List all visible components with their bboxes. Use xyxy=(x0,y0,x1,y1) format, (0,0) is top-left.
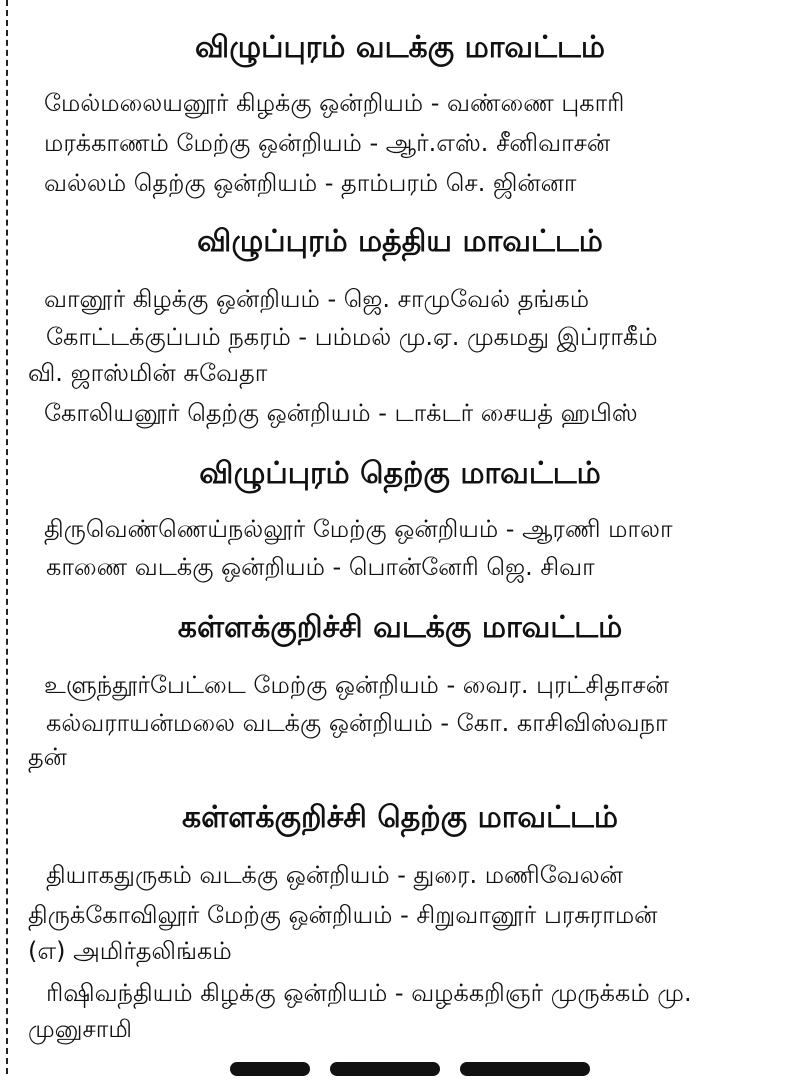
section-heading: கள்ளக்குறிச்சி தெற்கு மாவட்டம் xyxy=(181,800,619,835)
list-item: (எ) அமிர்தலிங்கம் xyxy=(28,937,232,965)
section-heading: கள்ளக்குறிச்சி வடக்கு மாவட்டம் xyxy=(177,610,623,645)
list-item: திருக்கோவிலூர் மேற்கு ஒன்றியம் - சிறுவானூர் பரசுராமன் xyxy=(28,901,658,929)
list-item: மரக்காணம் மேற்கு ஒன்றியம் - ஆர்.எஸ். சீனிவாசன் xyxy=(44,129,611,157)
list-item: கோலியனூர் தெற்கு ஒன்றியம் - டாக்டர் சையத் ஹபிஸ் xyxy=(44,399,638,427)
dashed-border-left xyxy=(6,0,8,1074)
list-item: காணை வடக்கு ஒன்றியம் - பொன்னேரி ஜெ. சிவா xyxy=(46,553,595,581)
section-heading: விழுப்புரம் மத்திய மாவட்டம் xyxy=(197,224,603,259)
list-item: வல்லம் தெற்கு ஒன்றியம் - தாம்பரம் செ. ஜின்னா xyxy=(44,169,577,197)
list-item: தன் xyxy=(28,743,67,771)
list-item: திருவெண்ணெய்நல்லூர் மேற்கு ஒன்றியம் - ஆரணி மாலா xyxy=(44,515,673,543)
list-item: முனுசாமி xyxy=(28,1015,132,1043)
list-item: கல்வராயன்மலை வடக்கு ஒன்றியம் - கோ. காசிவிஸ்வநா xyxy=(46,709,668,737)
list-item: கோட்டக்குப்பம் நகரம் - பம்மல் மு.ஏ. முகமது இப்ராகீம் xyxy=(46,323,658,351)
section-heading: விழுப்புரம் வடக்கு மாவட்டம் xyxy=(194,30,606,65)
list-item: உளுந்தூர்பேட்டை மேற்கு ஒன்றியம் - வைர. புரட்சிதாசன் xyxy=(44,671,669,699)
cut-off-heading-bottom xyxy=(230,1062,590,1082)
list-item: வி. ஜாஸ்மின் சுவேதா xyxy=(28,359,268,387)
cut-off-text-top xyxy=(26,0,776,4)
list-item: வானூர் கிழக்கு ஒன்றியம் - ஜெ. சாமுவேல் தங்கம் xyxy=(44,285,590,313)
list-item: மேல்மலையனூர் கிழக்கு ஒன்றியம் - வண்ணை புகாரி xyxy=(44,89,625,117)
list-item: ரிஷிவந்தியம் கிழக்கு ஒன்றியம் - வழக்கறிஞர் முருக்கம் மு. xyxy=(46,979,692,1007)
list-item: தியாகதுருகம் வடக்கு ஒன்றியம் - துரை. மணிவேலன் xyxy=(46,861,623,889)
section-heading: விழுப்புரம் தெற்கு மாவட்டம் xyxy=(199,456,601,491)
